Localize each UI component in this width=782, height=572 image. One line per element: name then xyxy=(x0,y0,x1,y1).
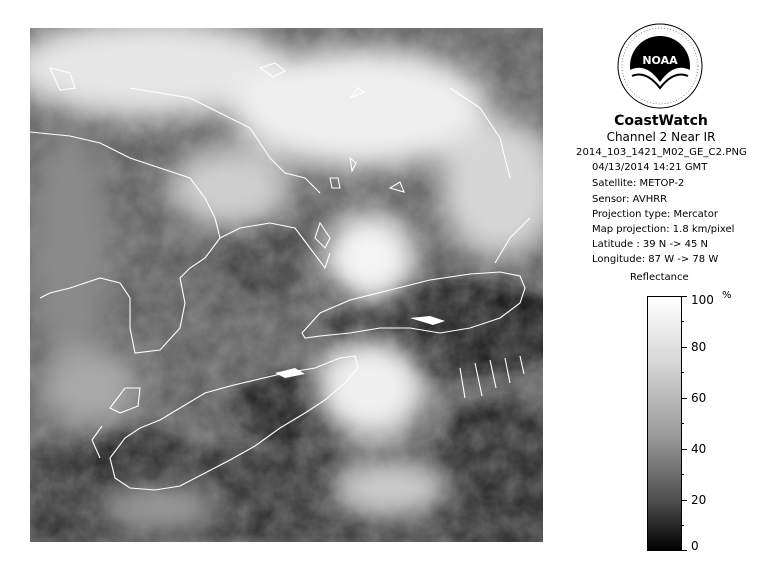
title: CoastWatch xyxy=(614,113,708,129)
info-longitude: Longitude: 87 W -> 78 W xyxy=(592,254,719,265)
legend-label: Reflectance xyxy=(630,272,689,283)
colorbar-ticks xyxy=(681,293,721,553)
filename: 2014_103_1421_M02_GE_C2.PNG xyxy=(576,147,747,158)
info-latitude: Latitude : 39 N -> 45 N xyxy=(592,239,708,250)
info-map-projection: Map projection: 1.8 km/pixel xyxy=(592,224,735,235)
tick-label-80: 80 xyxy=(691,340,707,354)
noaa-logo xyxy=(616,22,704,110)
legend-unit: % xyxy=(722,290,732,301)
tick-label-60: 60 xyxy=(691,391,707,405)
tick-label-40: 40 xyxy=(691,442,707,456)
tick-label-0: 0 xyxy=(691,539,699,553)
info-sensor: Sensor: AVHRR xyxy=(592,194,668,205)
info-satellite: Satellite: METOP-2 xyxy=(592,178,685,189)
satellite-image xyxy=(30,28,543,542)
subtitle: Channel 2 Near IR xyxy=(606,130,716,144)
noaa-logo-text: NOAA xyxy=(642,54,678,67)
info-projection-type: Projection type: Mercator xyxy=(592,209,718,220)
tick-label-20: 20 xyxy=(691,493,707,507)
tick-label-100: 100 xyxy=(691,293,714,307)
info-datetime: 04/13/2014 14:21 GMT xyxy=(592,162,708,173)
reflectance-colorbar xyxy=(647,296,682,551)
